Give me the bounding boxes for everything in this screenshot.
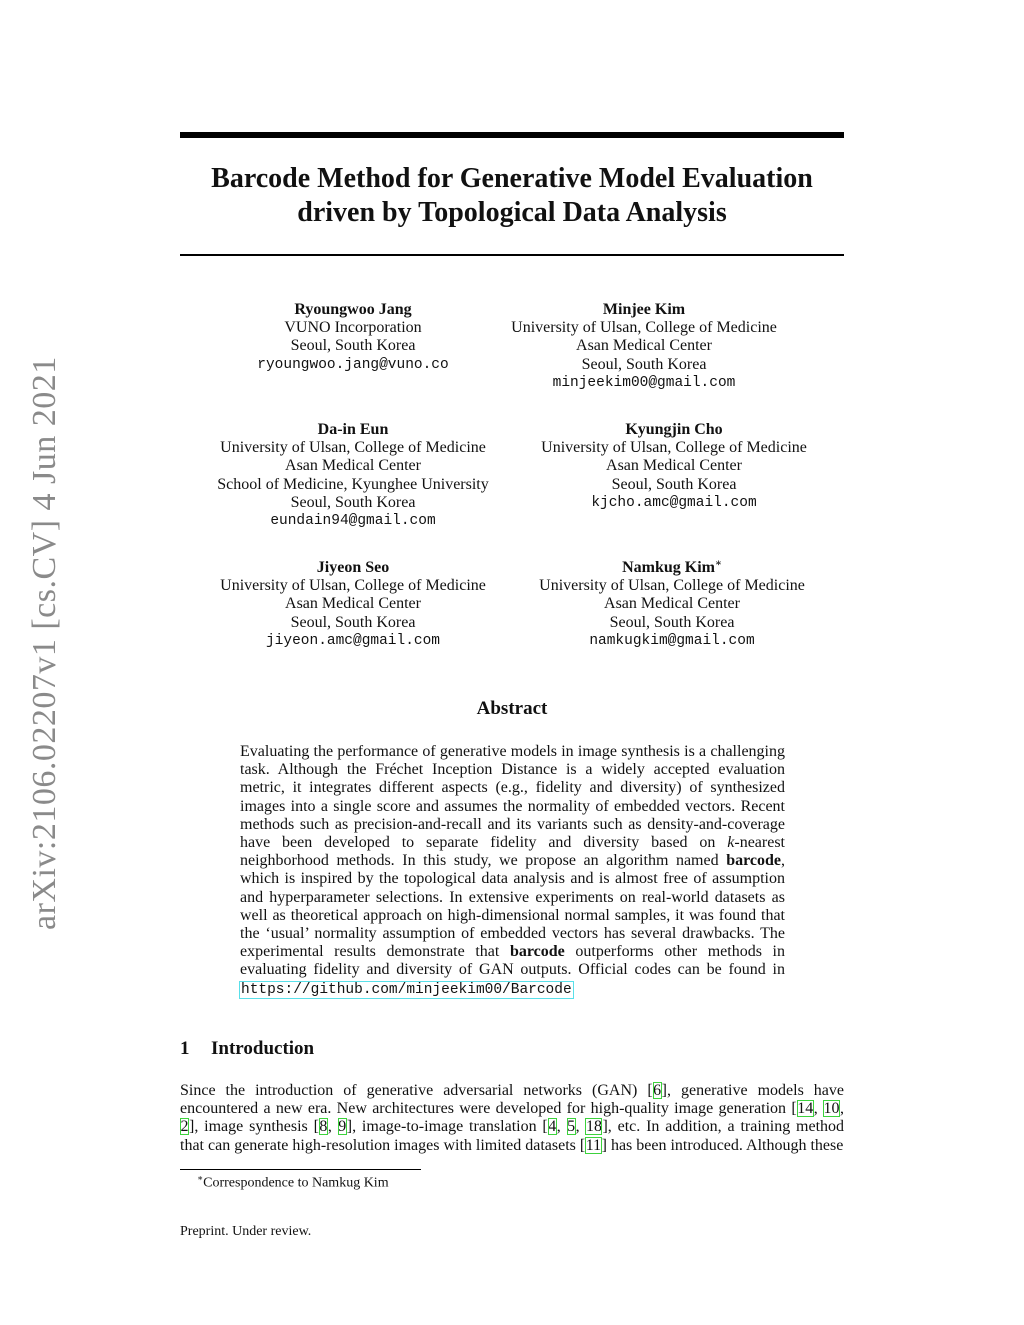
author-affiliation: Seoul, South Korea bbox=[611, 475, 737, 493]
footnote bbox=[197, 1173, 389, 1192]
footnote-rule bbox=[180, 1169, 421, 1170]
author-affiliation: University of Ulsan, College of Medicine bbox=[220, 577, 486, 595]
author-email[interactable]: jiyeon.amc@gmail.com bbox=[265, 632, 441, 649]
author-affiliation: Seoul, South Korea bbox=[609, 613, 735, 631]
intro-segment: ], etc. In addition, a training method that can generate high-resolution images with limited datasets [ bbox=[180, 1118, 845, 1154]
author-affiliation: University of Ulsan, College of Medicine bbox=[511, 319, 777, 337]
author-block bbox=[188, 301, 518, 374]
citation-link[interactable]: 18 bbox=[585, 1118, 602, 1136]
author-affiliation: Asan Medical Center bbox=[606, 457, 742, 475]
citation-link[interactable]: 11 bbox=[585, 1136, 602, 1154]
abstract-segment: , which is inspired by the topological data analysis and is almost free of assumption and hyperparameter selections. In extensive experiments on real-world datasets as well as theoretical approach on high-dimensional normal samples, it was found that the ‘usual’ normality assumption of embedded vectors has several drawbacks. The experimental results demonstrate that bbox=[240, 852, 785, 961]
section-heading-introduction bbox=[180, 1038, 314, 1060]
method-name: barcode bbox=[726, 852, 781, 870]
intro-segment: ], image-to-image translation [ bbox=[346, 1118, 548, 1136]
abstract-segment: outperforms other methods in evaluating fidelity and diversity of GAN outputs. Official codes can be found in bbox=[240, 943, 785, 979]
abstract-heading: Abstract bbox=[476, 698, 548, 719]
citation-link[interactable]: 8 bbox=[319, 1118, 328, 1136]
author-email[interactable]: eundain94@gmail.com bbox=[270, 513, 436, 530]
author-affiliation: Seoul, South Korea bbox=[290, 337, 416, 355]
author-affiliation: Seoul, South Korea bbox=[290, 613, 416, 631]
citation-link[interactable]: 10 bbox=[823, 1100, 840, 1118]
author-affiliation: Asan Medical Center bbox=[285, 595, 421, 613]
intro-segment: , bbox=[556, 1118, 567, 1136]
intro-segment: , bbox=[575, 1118, 586, 1136]
abstract-segment: Evaluating the performance of generative models in image synthesis is a challenging task. Although the Fréchet Inception Distance is a widely accepted evaluation metric, it integrates different aspects (e.g., fidelity and diversity) of synthesized images into a single score and assumes the normality of embedded vectors. Recent methods such as precision-and-recall and its variants such as density-and-coverage have been developed to separate fidelity and diversity based on bbox=[240, 743, 785, 852]
intro-segment: , bbox=[840, 1100, 845, 1118]
citation-link[interactable]: 14 bbox=[797, 1100, 814, 1118]
title-line-1: Barcode Method for Generative Model Evaluation bbox=[211, 163, 813, 194]
author-block bbox=[507, 559, 837, 650]
author-affiliation: Seoul, South Korea bbox=[581, 355, 707, 373]
section-number: 1 bbox=[180, 1038, 190, 1059]
author-email[interactable]: minjeekim00@gmail.com bbox=[552, 374, 736, 391]
code-repository-link[interactable]: https://github.com/minjeekim00/Barcode bbox=[241, 981, 572, 998]
citation-link[interactable]: 9 bbox=[338, 1118, 347, 1136]
author-affiliation: School of Medicine, Kyunghee University bbox=[217, 475, 489, 493]
intro-segment: Since the introduction of generative adversarial networks (GAN) [ bbox=[180, 1082, 653, 1099]
footnote-mark: ∗ bbox=[197, 1173, 204, 1183]
author-name bbox=[507, 559, 837, 577]
author-affiliation: Asan Medical Center bbox=[285, 457, 421, 475]
citation-link[interactable]: 5 bbox=[567, 1118, 576, 1136]
author-name-text: Namkug Kim bbox=[622, 559, 715, 576]
preprint-notice: Preprint. Under review. bbox=[180, 1224, 312, 1239]
intro-segment: ] has been introduced. Although these bbox=[601, 1136, 844, 1154]
title-top-rule bbox=[180, 132, 844, 138]
author-name: Kyungjin Cho bbox=[625, 421, 723, 438]
title-line-2: driven by Topological Data Analysis bbox=[297, 197, 727, 228]
correspondence-mark[interactable]: ∗ bbox=[714, 558, 722, 569]
intro-segment: ], generative models have encountered a new era. New architectures were developed for high-quality image generation [ bbox=[180, 1082, 844, 1118]
math-k: k bbox=[727, 834, 735, 852]
citation-link[interactable]: 2 bbox=[180, 1118, 189, 1136]
author-name: Jiyeon Seo bbox=[316, 559, 390, 576]
introduction-text bbox=[180, 1082, 844, 1155]
author-name: Da-in Eun bbox=[317, 421, 389, 438]
footnote-text: Correspondence to Namkug Kim bbox=[203, 1175, 389, 1191]
author-block bbox=[188, 559, 518, 650]
author-affiliation: University of Ulsan, College of Medicine bbox=[220, 439, 486, 457]
author-block bbox=[188, 421, 518, 530]
author-block bbox=[509, 421, 839, 512]
intro-segment: , bbox=[813, 1100, 824, 1118]
paper-title bbox=[180, 162, 844, 230]
abstract-segment: -nearest neighborhood methods. In this study, we propose an algorithm named bbox=[240, 834, 785, 870]
author-email[interactable]: ryoungwoo.jang@vuno.co bbox=[257, 356, 449, 373]
author-affiliation: Seoul, South Korea bbox=[290, 493, 416, 511]
author-name: Ryoungwoo Jang bbox=[294, 301, 412, 318]
author-affiliation: University of Ulsan, College of Medicine bbox=[539, 577, 805, 595]
author-affiliation: University of Ulsan, College of Medicine bbox=[541, 439, 807, 457]
section-title: Introduction bbox=[211, 1038, 315, 1059]
author-affiliation: VUNO Incorporation bbox=[284, 319, 422, 337]
author-affiliation: Asan Medical Center bbox=[576, 337, 712, 355]
citation-link[interactable]: 6 bbox=[653, 1082, 662, 1099]
author-affiliation: Asan Medical Center bbox=[604, 595, 740, 613]
citation-link[interactable]: 4 bbox=[548, 1118, 557, 1136]
author-name: Minjee Kim bbox=[602, 301, 686, 318]
abstract-text bbox=[240, 743, 785, 999]
author-email[interactable]: namkugkim@gmail.com bbox=[589, 632, 755, 649]
arxiv-identifier[interactable]: arXiv:2106.02207v1 [cs.CV] 4 Jun 2021 bbox=[26, 356, 63, 930]
title-bottom-rule bbox=[180, 254, 844, 256]
author-email[interactable]: kjcho.amc@gmail.com bbox=[591, 494, 757, 511]
intro-segment: , bbox=[327, 1118, 338, 1136]
intro-segment: ], image synthesis [ bbox=[189, 1118, 319, 1136]
author-block bbox=[479, 301, 809, 392]
method-name: barcode bbox=[509, 943, 565, 961]
